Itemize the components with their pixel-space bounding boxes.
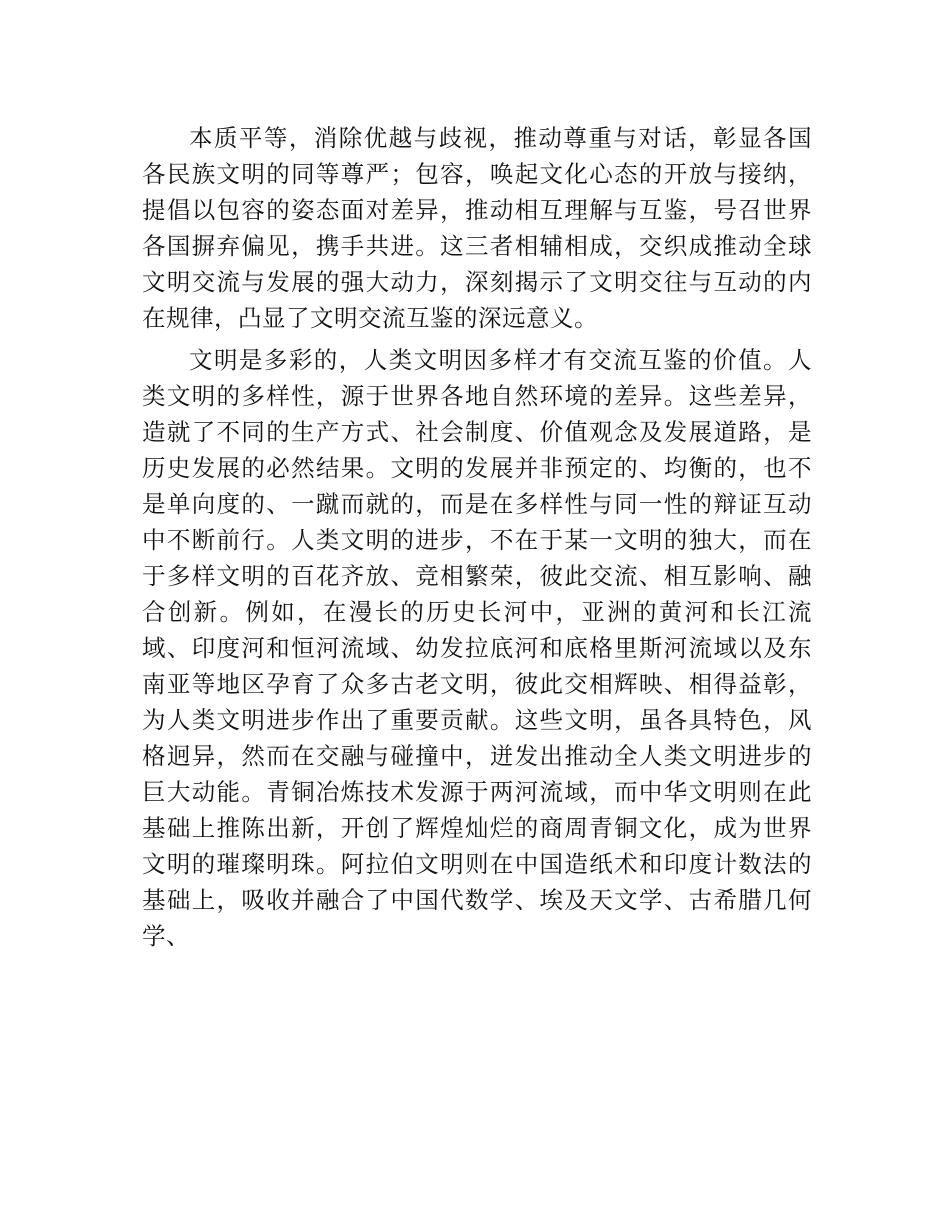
paragraph-2: 文明是多彩的，人类文明因多样才有交流互鉴的价值。人类文明的多样性，源于世界各地自然环境的差异。这些差异，造就了不同的生产方式、社会制度、价值观念及发展道路，是历史发展的必然结果。文明的发展并非预定的、均衡的，也不是单向度的、一蹴而就的，而是在多样性与同一性的辩证互动中不断前行。人类文明的进步，不在于某一文明的独大，而在于多样文明的百花齐放、竞相繁荣，彼此交流、相互影响、融合创新。例如，在漫长的历史长河中，亚洲的黄河和长江流域、印度河和恒河流域、幼发拉底河和底格里斯河流域以及东南亚等地区孕育了众多古老文明，彼此交相辉映、相得益彰，为人类文明进步作出了重要贡献。这些文明，虽各具特色，风格迥异，然而在交融与碰撞中，迸发出推动全人类文明进步的巨大动能。青铜冶炼技术发源于两河流域，而中华文明则在此基础上推陈出新，开创了辉煌灿烂的商周青铜文化，成为世界文明的璀璨明珠。阿拉伯文明则在中国造纸术和印度计数法的基础上，吸收并融合了中国代数学、埃及天文学、古希腊几何学、 [142,346,812,950]
paragraph-1: 本质平等，消除优越与歧视，推动尊重与对话，彰显各国各民族文明的同等尊严；包容，唤起文化心态的开放与接纳，提倡以包容的姿态面对差异，推动相互理解与互鉴，号召世界各国摒弃偏见，携手共进。这三者相辅相成，交织成推动全球文明交流与发展的强大动力，深刻揭示了文明交往与互动的内在规律，凸显了文明交流互鉴的深远意义。 [142,124,812,332]
document-body [142,120,812,954]
